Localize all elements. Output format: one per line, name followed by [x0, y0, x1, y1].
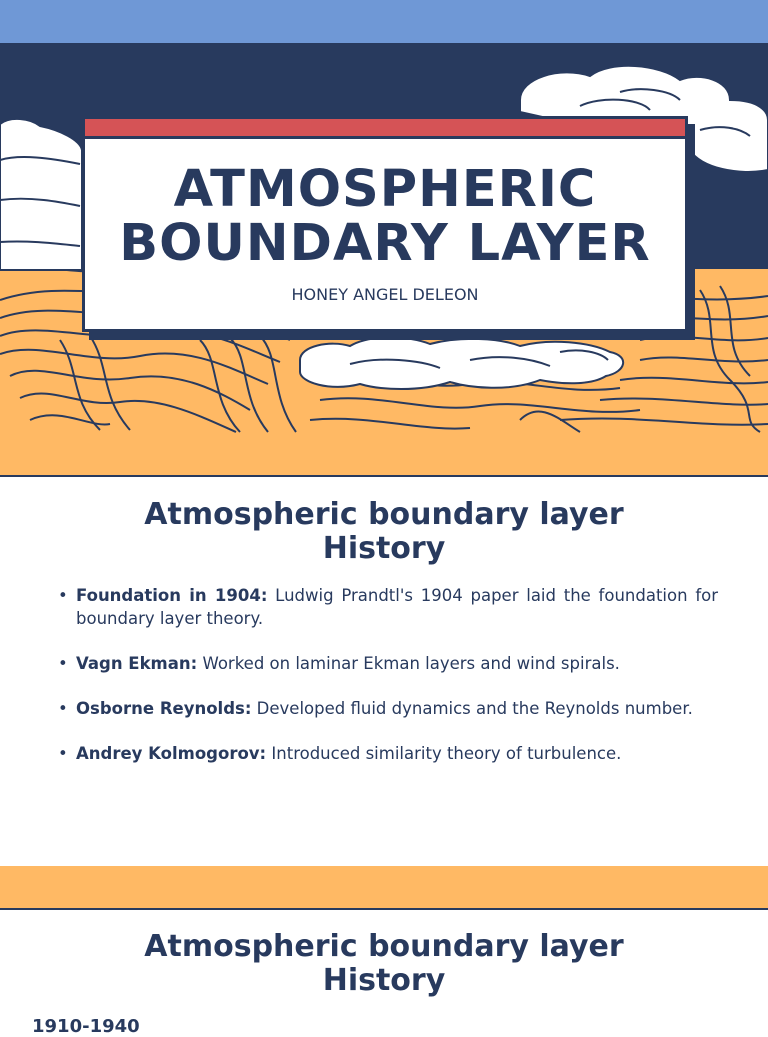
slide-heading — [0, 930, 768, 998]
list-item-term: Andrey Kolmogorov: — [76, 744, 267, 763]
list-item-term: Foundation in 1904: — [76, 586, 268, 605]
list-item — [58, 742, 718, 765]
list-item — [58, 652, 718, 675]
slide-footer-band — [0, 866, 768, 909]
bullet-dot-icon: • — [58, 744, 68, 763]
list-item-term: Osborne Reynolds: — [76, 699, 252, 718]
bullet-dot-icon: • — [58, 586, 68, 605]
heading-line-1: Atmospheric boundary layer — [144, 497, 624, 532]
heading-line-1: Atmospheric boundary layer — [144, 929, 624, 964]
author-name: HONEY ANGEL DELEON — [291, 285, 479, 304]
heading-line-2: History — [322, 531, 446, 566]
title-slide — [0, 0, 768, 476]
cloud-left — [0, 119, 82, 270]
slide-heading — [0, 498, 768, 566]
list-item — [58, 697, 718, 720]
title-line-2: BOUNDARY LAYER — [119, 214, 651, 273]
cloud-bottom — [300, 338, 623, 390]
title-card — [82, 116, 688, 332]
presentation-title — [85, 160, 685, 273]
list-item-text: Developed fluid dynamics and the Reynolds number. — [251, 699, 693, 718]
history-bullet-list — [58, 584, 718, 787]
bullet-dot-icon: • — [58, 699, 68, 718]
history-slide-2 — [0, 910, 768, 1037]
list-item-text: Ludwig Prandtl's 1904 paper laid the foundation for boundary layer theory. — [76, 586, 719, 628]
list-item-text: Worked on laminar Ekman layers and wind spirals. — [197, 654, 620, 673]
list-item — [58, 584, 718, 630]
list-item-term: Vagn Ekman: — [76, 654, 198, 673]
list-item-text: Introduced similarity theory of turbulence. — [266, 744, 622, 763]
bullet-dot-icon: • — [58, 654, 68, 673]
title-card-accent-bar — [85, 119, 685, 139]
history-slide — [0, 477, 768, 866]
heading-line-2: History — [322, 963, 446, 998]
title-line-1: ATMOSPHERIC — [173, 160, 597, 219]
timeline-period-label: 1910-1940 — [32, 1016, 140, 1037]
